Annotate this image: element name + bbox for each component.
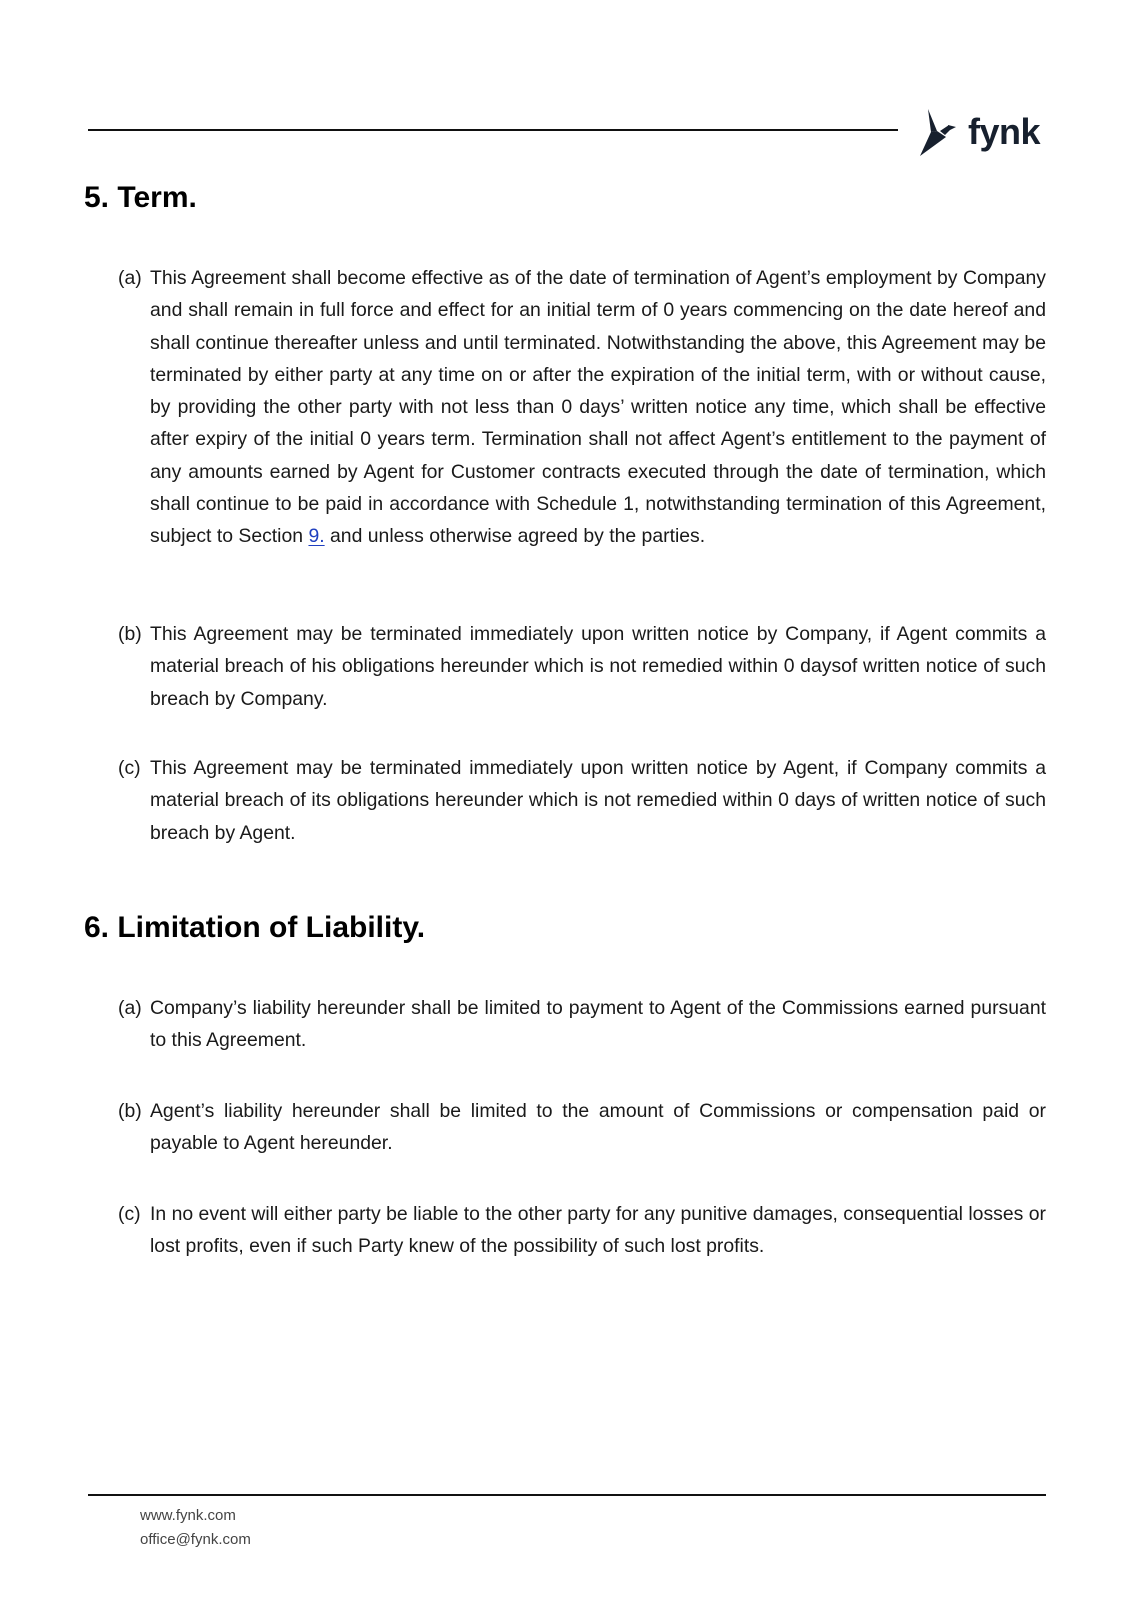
header-divider — [88, 129, 898, 131]
clause-text — [150, 262, 1046, 553]
clause-label: (c) — [118, 1203, 141, 1225]
clause-6b — [118, 1095, 1046, 1160]
footer — [140, 1504, 251, 1552]
section-9-link[interactable]: 9. — [308, 525, 325, 548]
clause-text: This Agreement may be terminated immediately upon written notice by Company, if Agent commits a material breach of his obligations hereunder which is not remedied within 0 daysof written notice of such breach by Company. — [150, 623, 1046, 710]
clause-label: (c) — [118, 757, 141, 779]
clause-text: Agent’s liability hereunder shall be limited to the amount of Commissions or compensation paid or payable to Agent hereunder. — [150, 1100, 1046, 1155]
bird-logo-icon — [918, 107, 964, 157]
clause-6c — [118, 1198, 1046, 1263]
clause-text: This Agreement may be terminated immediately upon written notice by Agent, if Company commits a material breach of its obligations hereunder which is not remedied within 0 days of written notice of such breach by Agent. — [150, 757, 1046, 844]
logo-wordmark: fynk — [968, 111, 1041, 152]
clause-5b — [118, 618, 1046, 715]
clause-label: (b) — [118, 623, 142, 645]
footer-divider — [88, 1494, 1046, 1496]
clause-5a — [118, 262, 1046, 553]
section-5-title: 5. Term. — [84, 181, 197, 214]
section-6-title: 6. Limitation of Liability. — [84, 911, 426, 944]
clause-label: (a) — [118, 997, 142, 1019]
clause-text: In no event will either party be liable to the other party for any punitive damages, consequential losses or lost profits, even if such Party knew of the possibility of such lost profits. — [150, 1203, 1046, 1258]
footer-website-link[interactable]: www.fynk.com — [140, 1507, 236, 1524]
fynk-logo — [918, 104, 1040, 160]
clause-6a — [118, 992, 1046, 1057]
clause-5c — [118, 752, 1046, 849]
clause-label: (b) — [118, 1100, 142, 1122]
clause-label: (a) — [118, 267, 142, 289]
clause-text-part: and unless otherwise agreed by the parties. — [330, 525, 706, 548]
clause-text-part: This Agreement shall become effective as of the date of termination of Agent’s employment by Company and shall remain in full force and effect for an initial term of 0 years commencing on the date hereof and shall continue thereafter unless and until terminated. Notwithstanding the above, this Agreement may be terminated by either party at any time on or after the expiration of the initial term, with or without cause, by providing the other party with not less than 0 days’ written notice any time, which shall be effective after expiry of the initial 0 years term. Termination shall not affect Agent’s entitlement to the payment of any amounts earned by Agent for Customer contracts executed through the date of termination, which shall continue to be paid in accordance with Schedule 1, notwithstanding termination of this Agreement, subject to Section — [150, 267, 1046, 548]
footer-email-link[interactable]: office@fynk.com — [140, 1531, 251, 1548]
clause-text: Company’s liability hereunder shall be limited to payment to Agent of the Commissions earned pursuant to this Agreement. — [150, 997, 1046, 1052]
